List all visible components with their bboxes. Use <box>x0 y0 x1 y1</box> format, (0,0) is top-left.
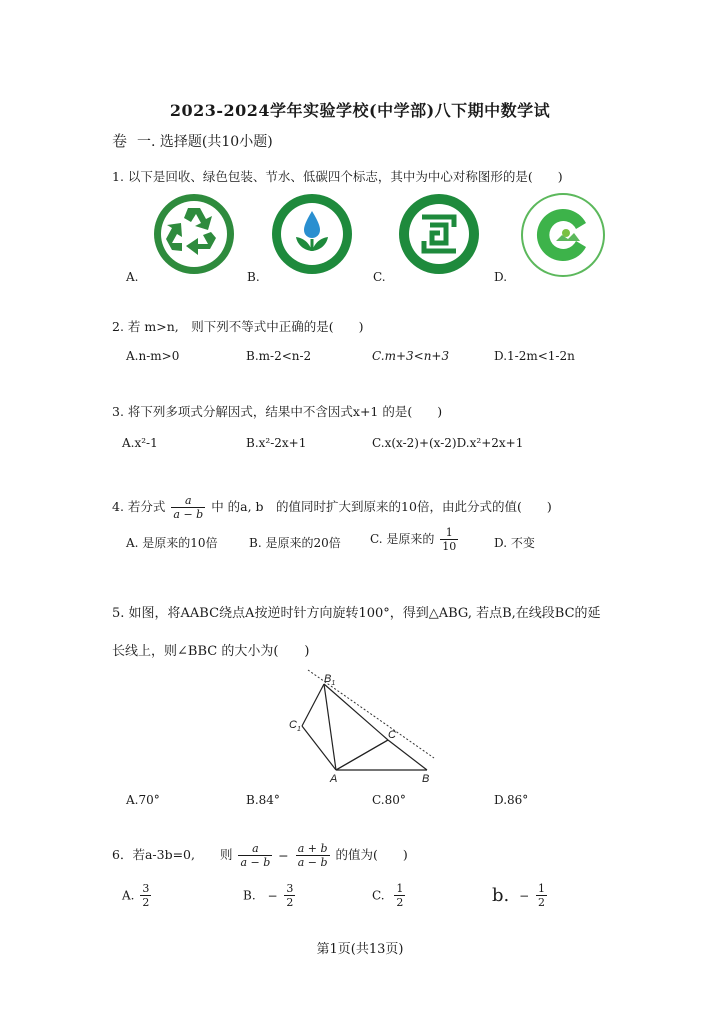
q6-option-d-sign: − <box>519 888 530 903</box>
q6-option-b-num: 3 <box>286 882 294 895</box>
q6-option-a-num: 3 <box>142 882 150 895</box>
section-label: 一. 选择题(共10小题) <box>137 134 273 150</box>
q6-stem-before: 6．若a-3b=0, 则 <box>112 847 233 862</box>
q6-option-d-frac <box>536 882 547 909</box>
q4-option-a: A. 是原来的10倍 <box>126 536 218 550</box>
q6-frac-1-num: a <box>252 842 259 855</box>
q1-option-b: B. <box>247 270 260 284</box>
q6-stem-after: 的值为( ) <box>335 847 408 862</box>
q6-option-b-den: 2 <box>286 896 294 909</box>
q5-stem-line1: 5. 如图，将AABC绕点A按逆时针方向旋转100°，得到△ABG, 若点B,在线段BC的延 <box>112 606 601 621</box>
q6-option-b-label: B. <box>243 888 256 903</box>
q6-option-a <box>122 882 153 909</box>
q4-option-b: B. 是原来的20倍 <box>249 536 341 550</box>
q1-option-c: C. <box>373 270 386 284</box>
q6-option-b <box>243 882 297 909</box>
q4-option-c <box>370 526 460 553</box>
page-title: 2023-2024学年实验学校(中学部)八下期中数学试 <box>169 101 551 120</box>
q4-option-c-den: 10 <box>442 540 457 553</box>
q4-stem-after: 中 的a, b 的值同时扩大到原来的10倍，由此分式的值( ) <box>211 499 552 514</box>
q1-option-a: A. <box>126 270 139 284</box>
q2-option-a: A.n-m>0 <box>126 349 180 363</box>
q3-option-a: A.x²-1 <box>122 436 158 450</box>
q5-option-c: C.80° <box>372 793 406 807</box>
q5-geometry-figure <box>280 664 450 786</box>
q6-minus: − <box>278 848 289 863</box>
segment-b1c-line <box>324 684 388 740</box>
label-c: C <box>388 729 396 741</box>
q4-frac-den: a − b <box>173 508 204 521</box>
q3-stem: 3. 将下列多项式分解因式，结果中不含因式x+1 的是( ) <box>112 404 443 419</box>
q4-stem-before: 4. 若分式 <box>112 499 166 514</box>
section-vol: 卷 <box>112 132 128 150</box>
label-a: A <box>330 773 338 785</box>
q4-fraction <box>171 494 205 521</box>
green-packaging-icon <box>396 193 482 275</box>
q6-frac-2 <box>296 842 330 869</box>
label-c1: $C_1$ <box>289 719 301 733</box>
page-footer: 第1页(共13页) <box>316 942 404 957</box>
q6-stem <box>112 842 408 869</box>
q4-option-c-num: 1 <box>445 526 453 539</box>
q2-option-b: B.m-2<n-2 <box>246 349 312 363</box>
q6-option-d-den: 2 <box>537 896 545 909</box>
water-drop-leaf-icon <box>270 193 354 275</box>
q6-option-c <box>372 882 407 909</box>
q2-option-d: D.1-2m<1-2n <box>494 349 575 363</box>
q1-option-d: D. <box>494 270 508 284</box>
q6-option-b-frac <box>284 882 295 909</box>
q6-option-d <box>492 882 549 909</box>
section-header <box>112 130 273 151</box>
q6-option-c-label: C. <box>372 888 385 903</box>
q4-option-c-label: C. 是原来的 <box>370 532 435 546</box>
q6-option-b-sign: − <box>267 888 278 903</box>
q5-stem-line2: 长线上，则∠BBC 的大小为( ) <box>112 644 310 659</box>
q6-option-c-den: 2 <box>396 896 404 909</box>
q6-frac-1 <box>238 842 272 869</box>
q6-frac-2-num: a + b <box>297 842 328 855</box>
q2-stem: 2. 若 m>n, 则下列不等式中正确的是( ) <box>112 319 364 334</box>
low-carbon-c-icon <box>520 193 606 277</box>
q5-option-b: B.84° <box>246 793 280 807</box>
q6-option-d-num: 1 <box>537 882 545 895</box>
q6-option-c-num: 1 <box>396 882 404 895</box>
q6-option-a-label: A. <box>122 888 135 903</box>
q3-option-b: B.x²-2x+1 <box>246 436 307 450</box>
q6-option-d-label: b. <box>492 885 510 906</box>
label-b1: $B_1$ <box>324 673 336 687</box>
q5-option-d: D.86° <box>494 793 529 807</box>
segment-cb <box>388 740 427 770</box>
q4-option-c-frac <box>440 526 458 553</box>
q4-option-d: D. 不变 <box>494 536 535 550</box>
q2-option-c: C.m+3<n+3 <box>372 349 450 363</box>
q4-frac-num: a <box>185 494 192 507</box>
label-b: B <box>422 773 430 785</box>
q6-option-a-den: 2 <box>142 896 150 909</box>
q3-option-cd: C.x(x-2)+(x-2)D.x²+2x+1 <box>372 436 524 450</box>
segment-b1c1 <box>302 684 324 726</box>
segment-b1c <box>336 740 388 770</box>
q6-option-c-frac <box>394 882 405 909</box>
recycle-icon <box>148 192 240 276</box>
q6-option-a-frac <box>140 882 151 909</box>
q6-frac-1-den: a − b <box>240 856 271 869</box>
q1-stem: 1. 以下是回收、绿色包装、节水、低碳四个标志，其中为中心对称图形的是( ) <box>112 169 563 184</box>
q5-option-a: A.70° <box>126 793 160 807</box>
q6-frac-2-den: a − b <box>297 856 328 869</box>
q4-stem <box>112 494 552 521</box>
